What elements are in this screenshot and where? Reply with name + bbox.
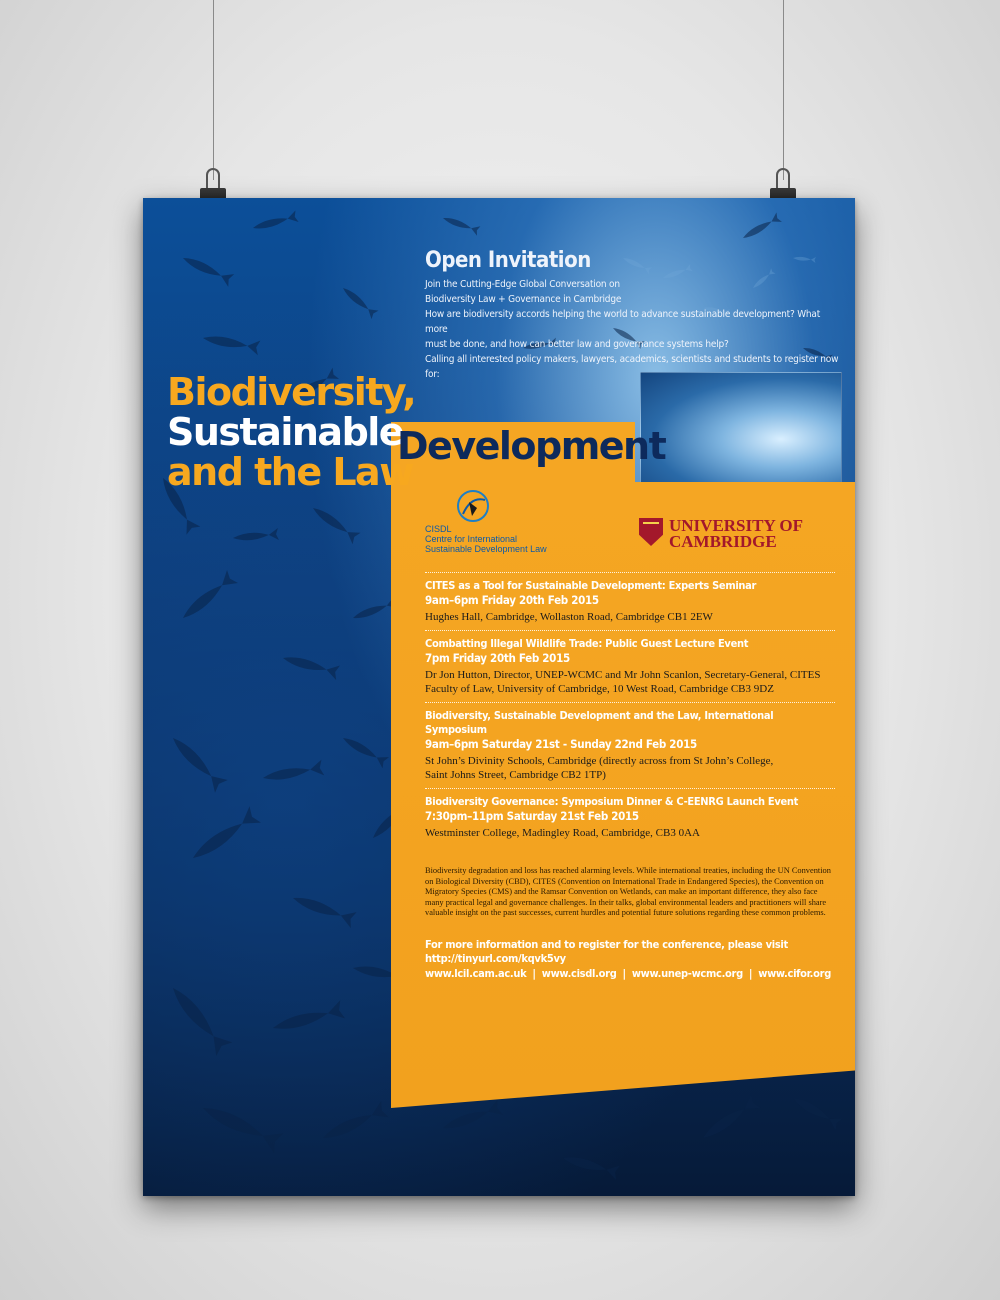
link-separator: |	[748, 967, 753, 980]
poster	[143, 198, 855, 1196]
poster-headline	[167, 372, 415, 492]
register-url-link[interactable]: http://tinyurl.com/kqvk5vy	[425, 951, 566, 965]
link-cifor[interactable]: www.cifor.org	[758, 967, 832, 980]
website-links	[425, 967, 835, 981]
invitation-line: How are biodiversity accords helping the world to advance sustainable development? What more	[425, 309, 821, 335]
register-line: For more information and to register for the conference, please visit	[425, 938, 788, 951]
event-detail: Westminster College, Madingley Road, Cambridge, CB3 0AA	[425, 827, 700, 839]
hanging-string-left	[213, 0, 214, 180]
hanging-string-right	[783, 0, 784, 180]
event-list	[425, 572, 835, 846]
headline-line-1: Biodiversity,	[167, 370, 416, 414]
partner-logos	[425, 488, 835, 558]
invitation-line: Calling all interested policy makers, lawyers, academics, scientists and students to register now for:	[425, 354, 839, 380]
link-separator: |	[532, 967, 536, 980]
cisdl-name-line-2: Sustainable Development Law	[425, 544, 547, 554]
event-detail: Saint Johns Street, Cambridge CB2 1TP)	[425, 769, 606, 781]
event-detail: Faculty of Law, University of Cambridge, 10 West Road, Cambridge CB3 9DZ	[425, 683, 774, 695]
registration-info	[425, 938, 835, 981]
event-item	[425, 702, 835, 788]
event-detail: Dr Jon Hutton, Director, UNEP-WCMC and Mr John Scanlon, Secretary-General, CITES	[425, 669, 821, 681]
cisdl-acronym: CISDL	[425, 524, 452, 534]
link-cisdl[interactable]: www.cisdl.org	[541, 967, 617, 980]
cisdl-name-line-1: Centre for International	[425, 534, 518, 544]
headline-line-2: Sustainable	[167, 410, 404, 454]
event-item	[425, 630, 835, 702]
event-time: 9am–6pm Friday 20th Feb 2015	[425, 593, 599, 607]
link-lcil[interactable]: www.lcil.cam.ac.uk	[425, 967, 527, 980]
event-item	[425, 572, 835, 630]
open-invitation	[425, 248, 845, 382]
event-time: 7pm Friday 20th Feb 2015	[425, 651, 570, 665]
event-item	[425, 788, 835, 846]
invitation-line: Join the Cutting-Edge Global Conversation on	[425, 279, 620, 290]
invitation-line: Biodiversity Law + Governance in Cambridge	[425, 294, 622, 305]
link-unep-wcmc[interactable]: www.unep-wcmc.org	[631, 967, 743, 980]
event-detail: St John’s Divinity Schools, Cambridge (directly across from St John’s College,	[425, 755, 774, 767]
body-paragraph: Biodiversity degradation and loss has reached alarming levels. While international treaties, including the UN Convention on Biological Diversity (CBD), CITES (Convention on International Trade in Endangered Species), the Convention on Migratory Species (CMS) and the Ramsar Convention on Wetlands, can make an important difference, they also face many practical legal and governance challenges. In their talks, global environmental leaders and practitioners will share valuable insight on the past successes, current hurdles and potential future solutions regarding these common problems.	[425, 866, 831, 917]
cambridge-line-2: CAMBRIDGE	[669, 532, 777, 551]
event-title: CITES as a Tool for Sustainable Development: Experts Seminar	[425, 579, 757, 592]
event-title: Biodiversity Governance: Symposium Dinner & C-EENRG Launch Event	[425, 795, 799, 808]
event-title: Combatting Illegal Wildlife Trade: Public Guest Lecture Event	[425, 637, 749, 650]
event-detail: Hughes Hall, Cambridge, Wollaston Road, Cambridge CB1 2EW	[425, 611, 713, 623]
cisdl-globe-icon	[453, 488, 493, 528]
invitation-title: Open Invitation	[425, 248, 591, 273]
event-time: 7:30pm–11pm Saturday 21st Feb 2015	[425, 809, 639, 823]
event-title: Biodiversity, Sustainable Development and the Law, International Symposium	[425, 709, 774, 736]
cambridge-crest-icon	[639, 518, 663, 546]
invitation-line: must be done, and how can better law and governance systems help?	[425, 339, 729, 350]
cambridge-line-1: UNIVERSITY OF	[669, 516, 803, 535]
cisdl-logo-text	[425, 524, 547, 554]
event-time: 9am–6pm Saturday 21st - Sunday 22nd Feb 2015	[425, 737, 697, 751]
headline-development: Development	[397, 424, 666, 468]
fish-photo-inset	[640, 372, 842, 484]
headline-line-3: and the Law	[167, 450, 413, 494]
cambridge-logo-text	[669, 518, 803, 550]
link-separator: |	[622, 967, 626, 980]
